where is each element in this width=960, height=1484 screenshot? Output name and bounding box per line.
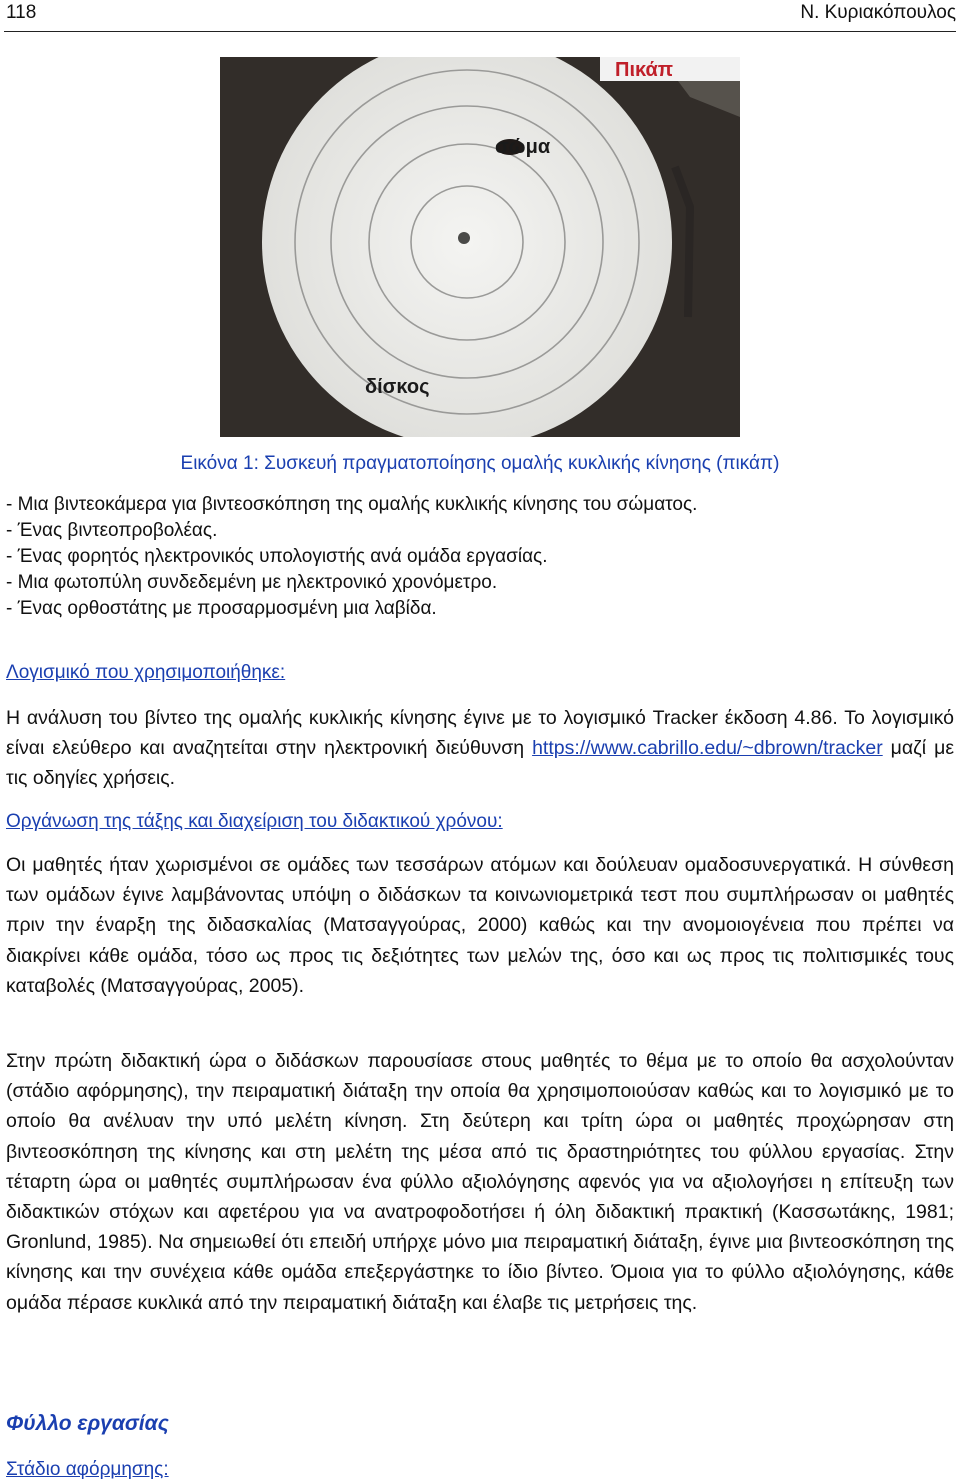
organization-paragraph-1: Οι μαθητές ήταν χωρισμένοι σε ομάδες των τεσσάρων ατόμων και δούλευαν ομαδοσυνεργατικά. Η σύνθεση των ομάδων έγινε λαμβάνοντας υπόψη ο διδάσκων τα κοινωνιομετρικά τεστ που συμπλήρωσαν οι μαθητές πριν την έναρξη της διδασκαλίας (Ματσαγγούρας, 2000) καθώς και την ανομοιογένεια που πρέπει να διακρίνει κάθε ομάδα, τόσο ως προς τις δεξιότητες των μελών της, όσο και ως προς τις πολιτισμικές τους καταβολές (Ματσαγγούρας, 2005). [6,854,954,997]
organization-heading: Οργάνωση της τάξης και διαχείριση του διδακτικού χρόνου: [6,811,503,832]
turntable-illustration [220,57,740,437]
page-number: 118 [6,2,37,23]
label-body: σώμα [495,136,551,158]
list-item: - Μια φωτοπύλη συνδεδεμένη με ηλεκτρονικό χρονόμετρο. [6,572,498,593]
worksheet-heading: Φύλλο εργασίας [6,1412,169,1435]
label-pickup: Πικάπ [615,59,674,81]
list-item: - Μια βιντεοκάμερα για βιντεοσκόπηση της ομαλής κυκλικής κίνησης του σώματος. [6,494,698,515]
software-text: Η ανάλυση του βίντεο της ομαλής κυκλικής κίνησης έγινε με το λογισμικό Tracker έκδοση 4.86. Το λογισμικό είναι ελεύθερο και αναζητείται στην ηλεκτρονική διεύθυνση [6,707,954,760]
turntable-photo [220,57,740,437]
software-paragraph [6,703,954,794]
software-heading: Λογισμικό που χρησιμοποιήθηκε: [6,662,286,683]
motivation-heading: Στάδιο αφόρμησης: [6,1459,169,1480]
list-item: - Ένας ορθοστάτης με προσαρμοσμένη μια λαβίδα. [6,598,437,619]
label-disc: δίσκος [365,376,430,398]
tracker-link[interactable]: https://www.cabrillo.edu/~dbrown/tracker [532,737,883,760]
header-rule [4,31,956,32]
equipment-list [6,492,956,622]
running-author: Ν. Κυριακόπουλος [800,2,956,23]
list-item: - Ένας φορητός ηλεκτρονικός υπολογιστής ανά ομάδα εργασίας. [6,546,548,567]
software-text-end: μαζί με τις οδηγίες χρήσεις. [6,737,955,790]
spindle [458,232,470,244]
disc [262,57,672,437]
page-header [0,0,960,30]
organization-paragraph-2: Στην πρώτη διδακτική ώρα ο διδάσκων παρουσίασε στους μαθητές το θέμα με το οποίο θα ασχολούνταν (στάδιο αφόρμησης), την πειραματική διάταξη την οποία θα χρησιμοποιούσαν καθώς και το λογισμικό με το οποίο θα ανέλυαν την υπό μελέτη κίνηση. Στη δεύτερη και τρίτη ώρα οι μαθητές προχώρησαν στη βιντεοσκόπηση της κίνησης και στη μελέτη της μέσα από τις δραστηριότητες του φύλλου εργασίας. Στην τέταρτη ώρα οι μαθητές συμπλήρωσαν ένα φύλλο αξιολόγησης αφενός για να αξιολογήσει η επίτευξη των διδακτικών στόχων και αφετέρου για να ανατροφοδοτήσει ή όλη διδακτική πρακτική (Κασσωτάκης, 1981; Gronlund, 1985). Να σημειωθεί ότι επειδή υπήρχε μόνο μια πειραματική διάταξη, έγινε μια βιντεοσκόπηση της κίνησης και την συνέχεια κάθε ομάδα επεξεργάστηκε το ίδιο βίντεο. Όμοια για το φύλλο αξιολόγησης, κάθε ομάδα πέρασε κυκλικά από την πειραματική διάταξη και έλαβε τις μετρήσεις της. [6,1050,954,1314]
figure-caption: Εικόνα 1: Συσκευή πραγματοποίησης ομαλής κυκλικής κίνησης (πικάπ) [180,453,780,474]
list-item: - Ένας βιντεοπροβολέας. [6,520,218,541]
